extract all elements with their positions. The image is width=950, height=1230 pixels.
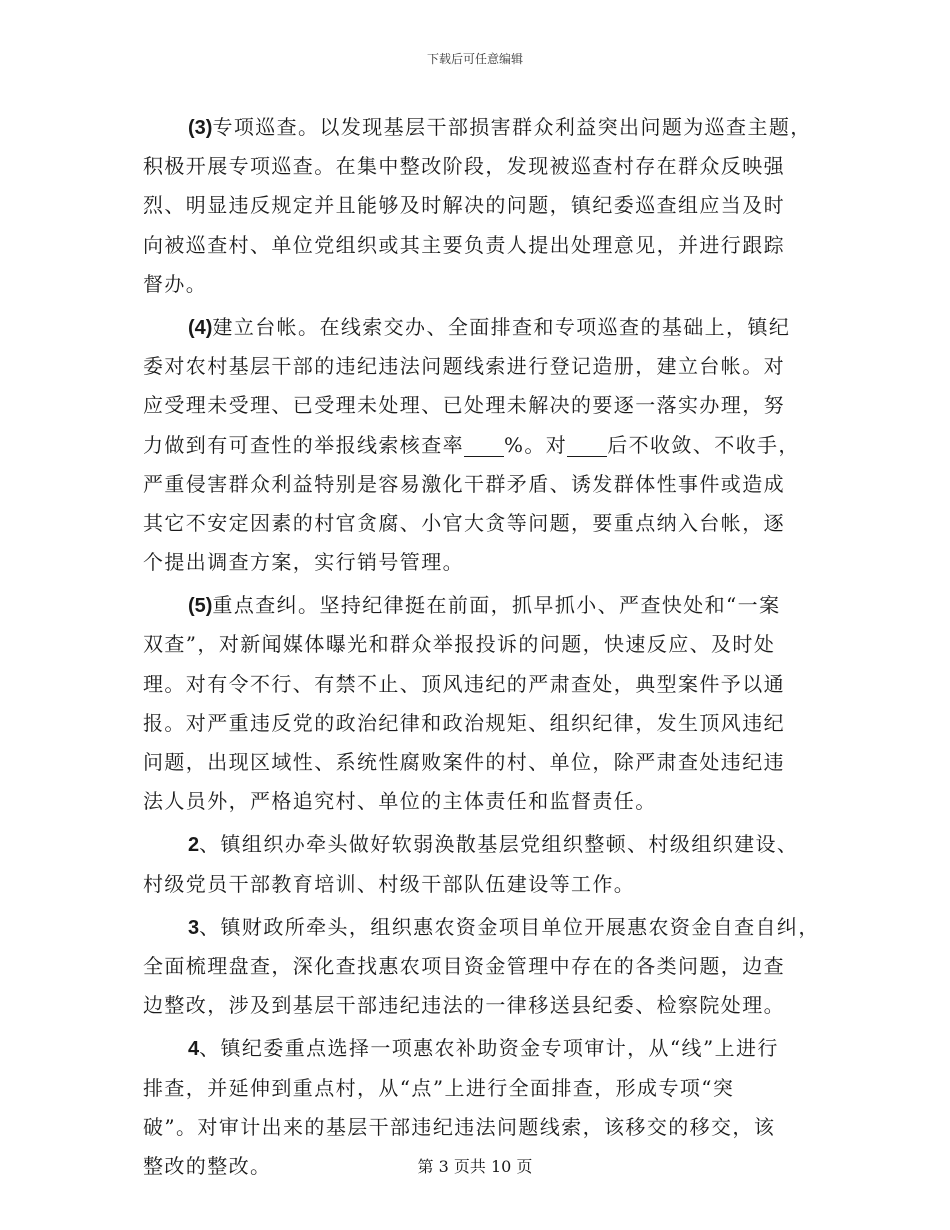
text-line: 积极开展专项巡查。在集中整改阶段，发现被巡查村存在群众反映强	[143, 154, 785, 179]
text-line: 理。对有令不行、有禁不止、顶风违纪的严肃查处，典型案件予以通	[143, 671, 785, 696]
text-segment: 力做到有可查性的举报线索核查率	[143, 432, 464, 457]
text-line: 督办。	[143, 271, 208, 296]
text-line: 专项巡查。以发现基层干部损害群众利益突出问题为巡查主题，	[212, 115, 812, 139]
text-line: 报。对严重违反党的政治纪律和政治规矩、组织纪律，发生顶风违纪	[143, 710, 785, 735]
text-line: 排查，并延伸到重点村，从“点”上进行全面排查，形成专项“突	[143, 1075, 735, 1100]
item-label: (3)	[188, 117, 213, 139]
text-line: 个提出调查方案，实行销号管理。	[143, 550, 464, 575]
document-body	[143, 108, 833, 1186]
text-line: 、镇财政所牵头，组织惠农资金项目单位开展惠农资金自查自纠，	[199, 914, 820, 939]
text-segment: %。对	[504, 432, 568, 457]
fill-blank	[567, 432, 607, 457]
text-line: 整改的整改。	[143, 1153, 272, 1178]
text-line: 双查”，对新闻媒体曝光和群众举报投诉的问题，快速反应、及时处	[143, 632, 776, 657]
text-segment: 后不收敛、不收手，	[607, 432, 800, 457]
item-label: 2	[188, 834, 200, 857]
text-line: 村级党员干部教育培训、村级干部队伍建设等工作。	[143, 871, 636, 896]
text-line: 法人员外，严格追究村、单位的主体责任和监督责任。	[143, 789, 657, 814]
fill-blank	[464, 432, 504, 457]
paragraph-4	[143, 308, 833, 582]
text-line: 、镇纪委重点选择一项惠农补助资金专项审计，从“线”上进行	[199, 1036, 779, 1061]
page-header: 下载后可任意编辑	[426, 52, 523, 66]
item-label: 4	[188, 1038, 200, 1061]
text-line: 应受理未受理、已受理未处理、已处理未解决的要逐一落实办理，努	[143, 393, 785, 418]
item-label: 3	[188, 916, 200, 939]
paragraph-item-3	[143, 908, 833, 1026]
paragraph-item-2	[143, 825, 833, 903]
text-line: 烈、明显违反规定并且能够及时解决的问题，镇纪委巡查组应当及时	[143, 193, 785, 218]
paragraph-3	[143, 108, 833, 304]
text-line: 问题，出现区域性、系统性腐败案件的村、单位，除严肃查处违纪违	[143, 750, 785, 774]
page-footer: 第 3 页共 10 页	[417, 1157, 533, 1176]
text-line: 委对农村基层干部的违纪违法问题线索进行登记造册，建立台帐。对	[143, 354, 785, 379]
text-line: 严重侵害群众利益特别是容易激化干群矛盾、诱发群体性事件或造成	[143, 471, 785, 496]
text-line: 边整改，涉及到基层干部违纪违法的一律移送县纪委、检察院处理。	[143, 993, 785, 1018]
text-line: 向被巡查村、单位党组织或其主要负责人提出处理意见，并进行跟踪	[143, 232, 785, 257]
text-line: 其它不安定因素的村官贪腐、小官大贪等问题，要重点纳入台帐，逐	[143, 510, 785, 535]
text-line: 、镇组织办牵头做好软弱涣散基层党组织整顿、村级组织建设、	[199, 832, 799, 857]
text-line: 建立台帐。在线索交办、全面排查和专项巡查的基础上，镇纪	[212, 314, 791, 339]
item-label: (5)	[188, 595, 213, 618]
text-line: 全面梳理盘查，深化查找惠农项目资金管理中存在的各类问题，边查	[143, 953, 785, 978]
item-label: (4)	[188, 316, 213, 339]
paragraph-5	[143, 586, 833, 821]
text-line: 破”。对审计出来的基层干部违纪违法问题线索，该移交的移交，该	[143, 1114, 776, 1139]
text-line: 重点查纠。坚持纪律挺在前面，抓早抓小、严查快处和“一案	[212, 593, 781, 618]
